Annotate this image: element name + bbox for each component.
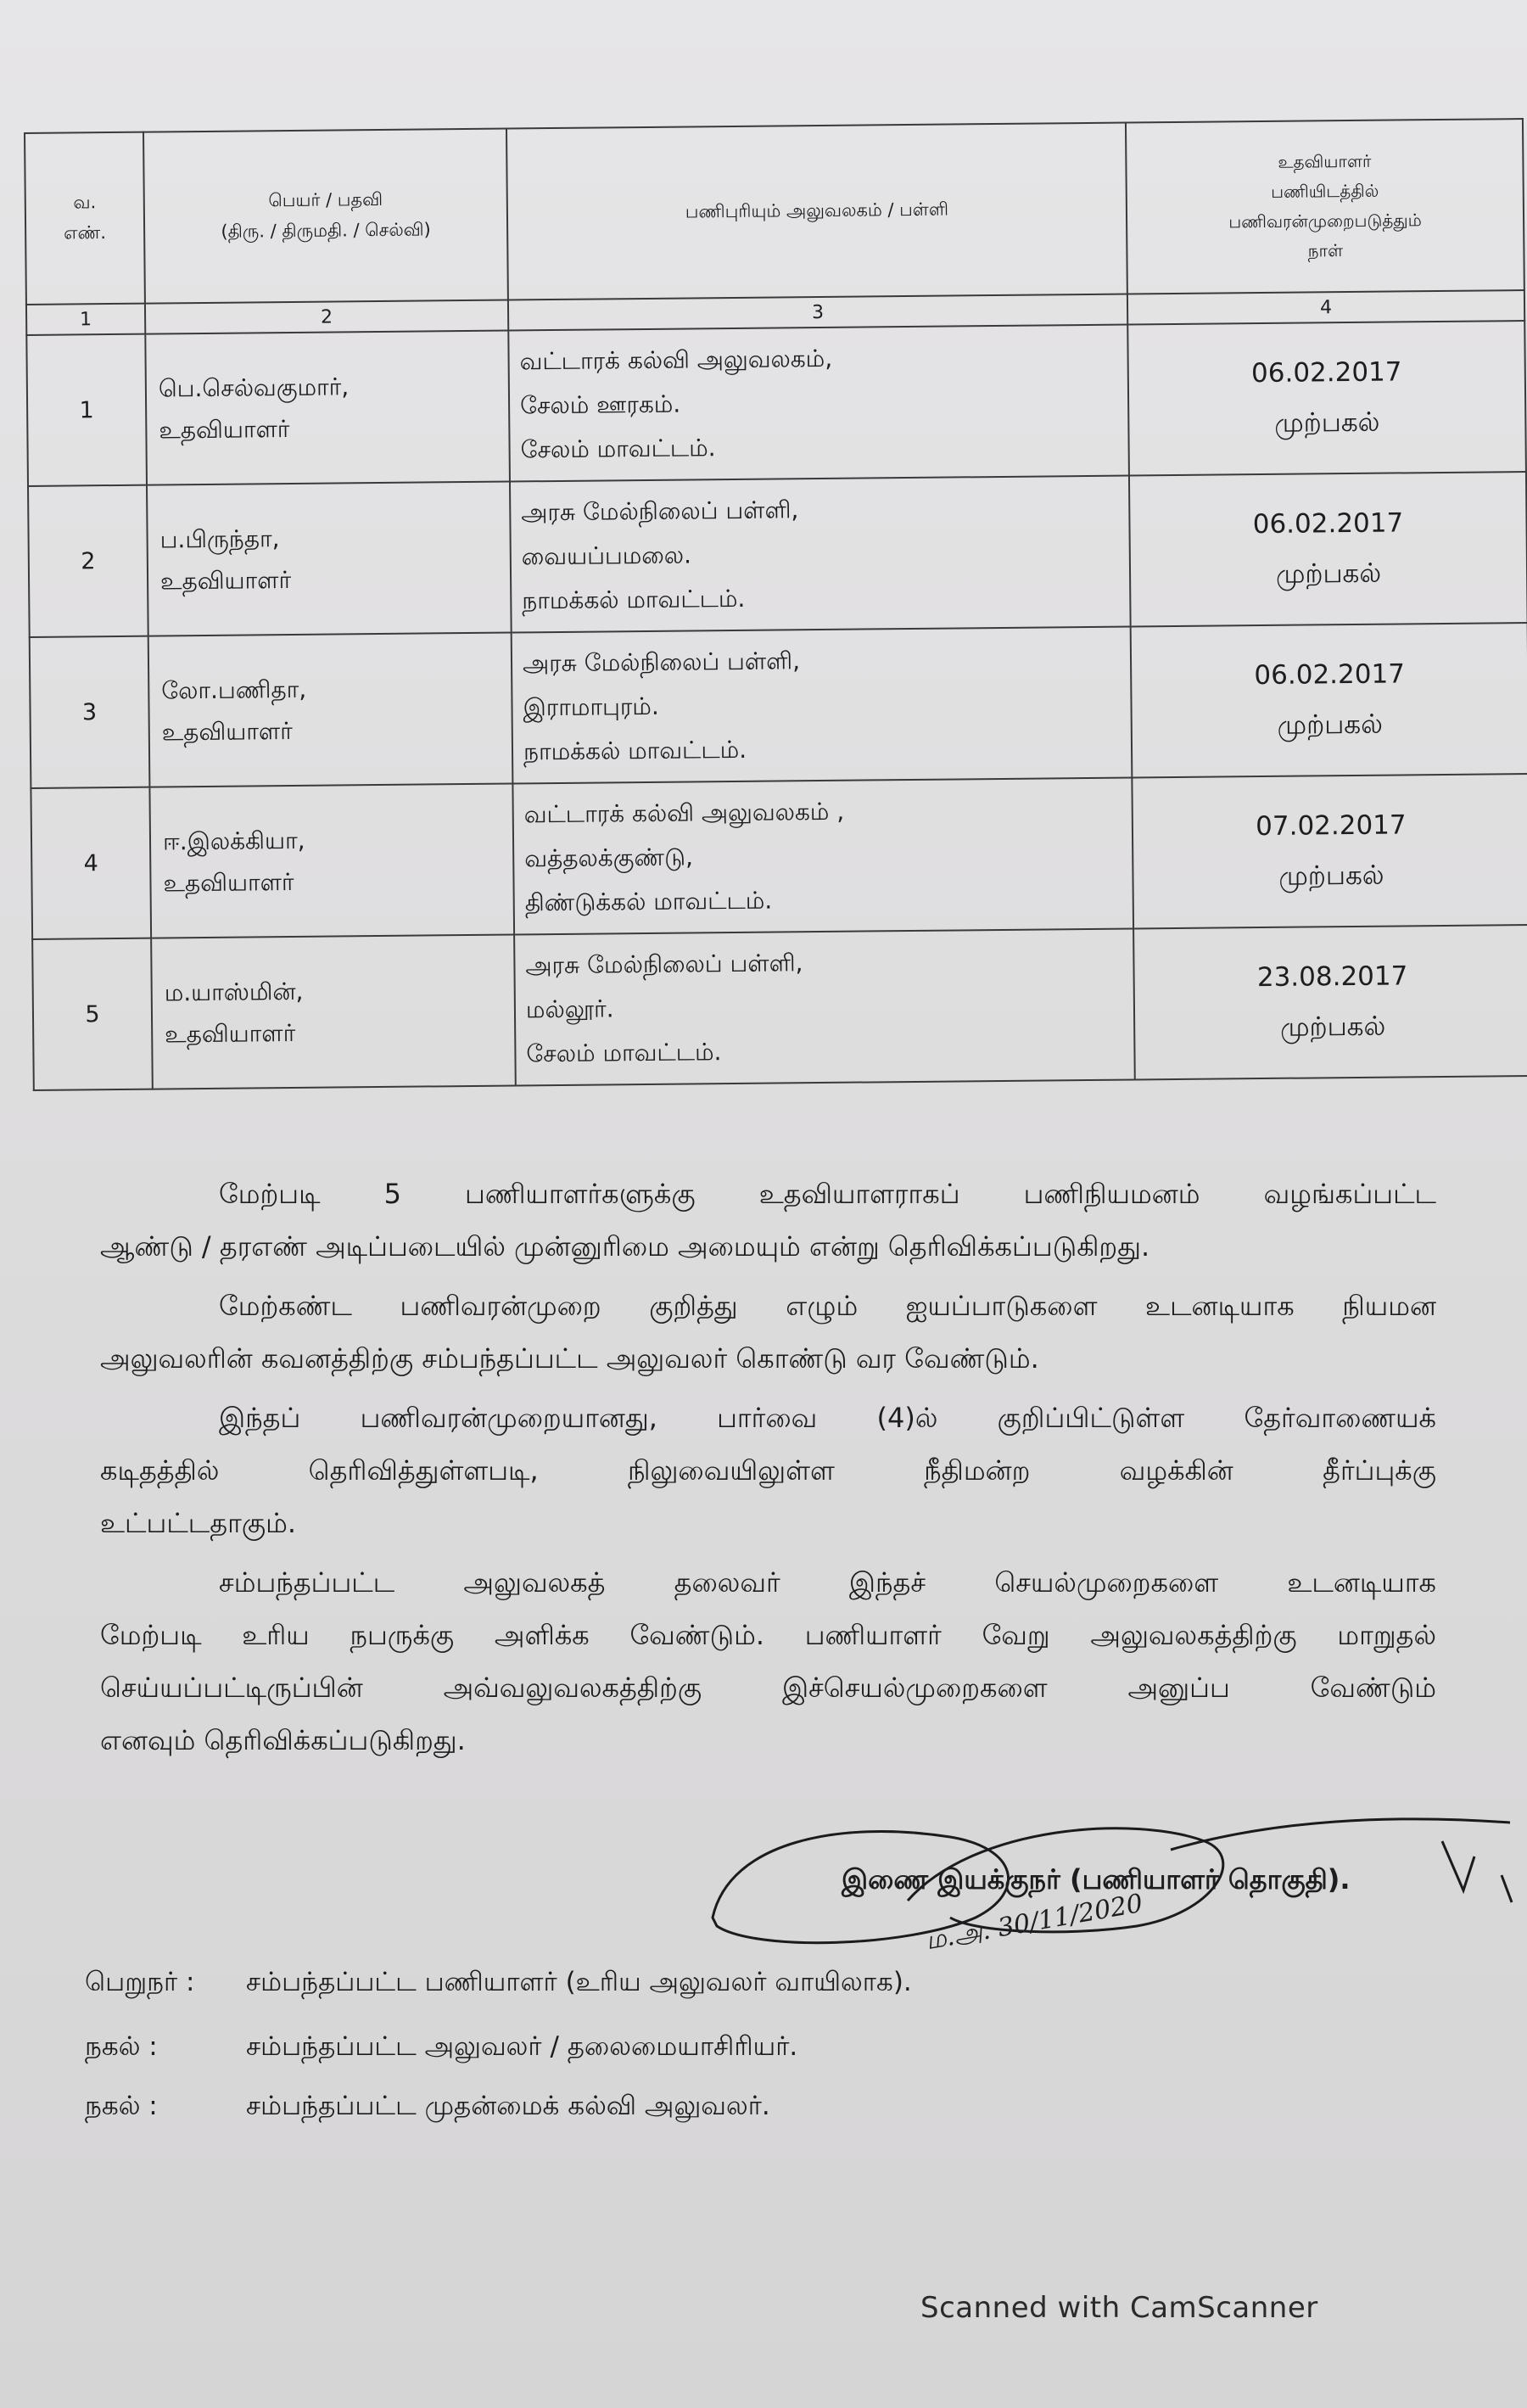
paragraph-line: அலுவலரின் கவனத்திற்கு சம்பந்தப்பட்ட அலுவலர் கொண்டு வர வேண்டும். bbox=[100, 1342, 1039, 1375]
header-date-line: உதவியாளர் bbox=[1278, 150, 1372, 172]
row-designation: உதவியாளர் bbox=[159, 566, 292, 596]
row-office-line: நாமக்கல் மாவட்டம். bbox=[523, 735, 747, 766]
row-designation: உதவியாளர் bbox=[165, 1018, 296, 1049]
header-office-line: பணிபுரியும் அலுவலகம் / பள்ளி bbox=[685, 199, 949, 222]
col-number: 4 bbox=[1127, 290, 1524, 324]
row-designation: உதவியாளர் bbox=[163, 867, 294, 898]
row-date-cell bbox=[1127, 321, 1526, 475]
row-office-line: அரசு மேல்நிலைப் பள்ளி, bbox=[525, 949, 803, 980]
row-office-line: அரசு மேல்நிலைப் பள்ளி, bbox=[521, 496, 799, 527]
col-number: 1 bbox=[26, 304, 145, 335]
row-office-line: வட்டாரக் கல்வி அலுவலகம், bbox=[519, 344, 833, 376]
row-sno: 1 bbox=[26, 334, 147, 486]
cc-text: சம்பந்தப்பட்ட பணியாளர் (உரிய அலுவலர் வாயிலாக). bbox=[246, 1967, 912, 1997]
header-name-line: (திரு. / திருமதி. / செல்வி) bbox=[221, 219, 431, 242]
row-date-cell bbox=[1132, 774, 1527, 928]
row-office-line: வத்தலக்குண்டு, bbox=[524, 843, 694, 873]
row-office-cell bbox=[514, 928, 1135, 1085]
row-name: ம.யாஸ்மின், bbox=[164, 977, 304, 1007]
row-office-line: சேலம் மாவட்டம். bbox=[526, 1038, 722, 1068]
row-date: 06.02.2017 bbox=[1254, 658, 1406, 692]
header-date-line: நாள் bbox=[1307, 240, 1344, 261]
header-sno-line: வ. bbox=[73, 192, 97, 213]
row-date-cell bbox=[1129, 472, 1527, 626]
paragraph-court-case bbox=[100, 1392, 1436, 1549]
cc-text: சம்பந்தப்பட்ட முதன்மைக் கல்வி அலுவலர். bbox=[246, 2091, 770, 2121]
row-date: 07.02.2017 bbox=[1255, 809, 1407, 843]
row-office-cell bbox=[512, 777, 1133, 934]
cc-recipient bbox=[85, 1967, 912, 2001]
row-date: 06.02.2017 bbox=[1252, 507, 1404, 540]
row-date: 06.02.2017 bbox=[1250, 356, 1402, 389]
row-name: ப.பிருந்தா, bbox=[159, 524, 280, 554]
row-session: முற்பகல் bbox=[1278, 860, 1384, 892]
paragraph-line: கடிதத்தில் தெரிவித்துள்ளபடி, நிலுவையிலுள்ள நீதிமன்ற வழக்கின் தீர்ப்புக்கு bbox=[100, 1454, 1436, 1487]
paragraph-seniority bbox=[100, 1168, 1436, 1273]
header-sno bbox=[25, 132, 145, 305]
table-row bbox=[26, 321, 1526, 486]
table-row bbox=[30, 623, 1527, 788]
row-sno: 5 bbox=[32, 938, 153, 1090]
paragraph-line: உட்பட்டதாகும். bbox=[100, 1507, 296, 1539]
cc-text: சம்பந்தப்பட்ட அலுவலர் / தலைமையாசிரியர். bbox=[246, 2031, 798, 2062]
row-sno: 3 bbox=[30, 636, 150, 788]
row-session: முற்பகல் bbox=[1274, 406, 1380, 439]
row-office-cell bbox=[508, 325, 1129, 482]
cc-copy bbox=[85, 2091, 770, 2125]
header-name-line: பெயர் / பதவி bbox=[268, 189, 383, 211]
camscanner-watermark: Scanned with CamScanner bbox=[920, 2291, 1318, 2325]
row-name: லோ.பணிதா, bbox=[161, 675, 307, 705]
row-office-cell bbox=[510, 476, 1131, 633]
cc-label: நகல் : bbox=[85, 2031, 158, 2062]
paragraph-doubts bbox=[100, 1280, 1436, 1385]
row-office-line: நாமக்கல் மாவட்டம். bbox=[522, 584, 746, 615]
paragraph-line: இந்தப் பணிவரன்முறையானது, பார்வை (4)ல் குறிப்பிட்டுள்ள தேர்வாணையக் bbox=[219, 1402, 1436, 1434]
row-session: முற்பகல் bbox=[1279, 1011, 1386, 1043]
row-designation: உதவியாளர் bbox=[161, 716, 293, 747]
row-name-cell bbox=[145, 331, 510, 485]
paragraph-instructions bbox=[100, 1556, 1436, 1767]
row-date: 23.08.2017 bbox=[1256, 960, 1408, 994]
row-name: ஈ.இலக்கியா, bbox=[162, 826, 305, 856]
row-office-cell bbox=[512, 627, 1133, 784]
header-sno-line: எண். bbox=[64, 222, 107, 244]
row-name-cell bbox=[147, 482, 512, 636]
header-office bbox=[506, 123, 1127, 300]
cc-label: நகல் : bbox=[85, 2091, 158, 2121]
row-office-line: இராமாபுரம். bbox=[523, 692, 659, 722]
row-name: பெ.செல்வகுமார், bbox=[158, 372, 350, 403]
row-office-line: மல்லூர். bbox=[525, 994, 614, 1024]
paragraph-line: ஆண்டு / தரஎண் அடிப்படையில் முன்னுரிமை அமையும் என்று தெரிவிக்கப்படுகிறது. bbox=[100, 1230, 1150, 1263]
col-number: 3 bbox=[508, 294, 1127, 331]
signature-handwritten-date: 30/11/2020 bbox=[995, 1888, 1145, 1944]
signature-initials: ம.அ. bbox=[923, 1915, 993, 1957]
header-date-line: பணியிடத்தில் bbox=[1271, 180, 1379, 202]
cc-copy bbox=[85, 2031, 797, 2065]
paragraph-line: மேற்கண்ட பணிவரன்முறை குறித்து எழும் ஐயப்பாடுகளை உடனடியாக நியமன bbox=[219, 1290, 1436, 1322]
row-designation: உதவியாளர் bbox=[159, 415, 290, 445]
row-office-line: வட்டாரக் கல்வி அலுவலகம் , bbox=[523, 798, 845, 829]
table-row bbox=[28, 472, 1527, 637]
row-sno: 4 bbox=[31, 787, 151, 939]
table-header-row bbox=[25, 119, 1524, 305]
header-date-line: பணிவரன்முறைபடுத்தும் bbox=[1228, 210, 1422, 232]
signature-block bbox=[696, 1790, 1527, 1977]
table-row bbox=[32, 925, 1527, 1090]
table-row bbox=[31, 774, 1527, 939]
cc-label: பெறுநர் : bbox=[85, 1967, 195, 1997]
row-office-line: திண்டுக்கல் மாவட்டம். bbox=[524, 886, 773, 917]
paragraph-line: மேற்படி உரிய நபருக்கு அளிக்க வேண்டும். பணியாளர் வேறு அலுவலகத்திற்கு மாறுதல் bbox=[100, 1619, 1436, 1651]
paragraph-line: மேற்படி 5 பணியாளர்களுக்கு உதவியாளராகப் பணிநியமனம் வழங்கப்பட்ட bbox=[219, 1178, 1436, 1210]
paragraph-line: செய்யப்பட்டிருப்பின் அவ்வலுவலகத்திற்கு இச்செயல்முறைகளை அனுப்ப வேண்டும் bbox=[100, 1672, 1436, 1704]
row-date-cell bbox=[1131, 623, 1527, 777]
header-name bbox=[143, 129, 508, 304]
row-office-line: வையப்பமலை. bbox=[521, 540, 692, 571]
row-name-cell bbox=[151, 934, 516, 1089]
row-office-line: சேலம் ஊரகம். bbox=[519, 389, 681, 420]
row-office-line: அரசு மேல்நிலைப் பள்ளி, bbox=[522, 647, 801, 678]
paragraph-line: எனவும் தெரிவிக்கப்படுகிறது. bbox=[100, 1724, 466, 1756]
row-office-line: சேலம் மாவட்டம். bbox=[520, 434, 716, 464]
header-date bbox=[1126, 119, 1524, 294]
staff-regularisation-table bbox=[24, 118, 1527, 1091]
row-sno: 2 bbox=[28, 485, 148, 637]
signature-title: இணை இயக்குநர் (பணியாளர் தொகுதி). bbox=[842, 1863, 1351, 1896]
row-date-cell bbox=[1133, 925, 1527, 1079]
row-name-cell bbox=[149, 784, 514, 938]
row-session: முற்பகல் bbox=[1277, 708, 1384, 741]
col-number: 2 bbox=[145, 300, 508, 334]
row-name-cell bbox=[148, 633, 513, 787]
row-session: முற்பகல் bbox=[1275, 557, 1382, 590]
paragraph-line: சம்பந்தப்பட்ட அலுவலகத் தலைவர் இந்தச் செயல்முறைகளை உடனடியாக bbox=[219, 1566, 1436, 1599]
